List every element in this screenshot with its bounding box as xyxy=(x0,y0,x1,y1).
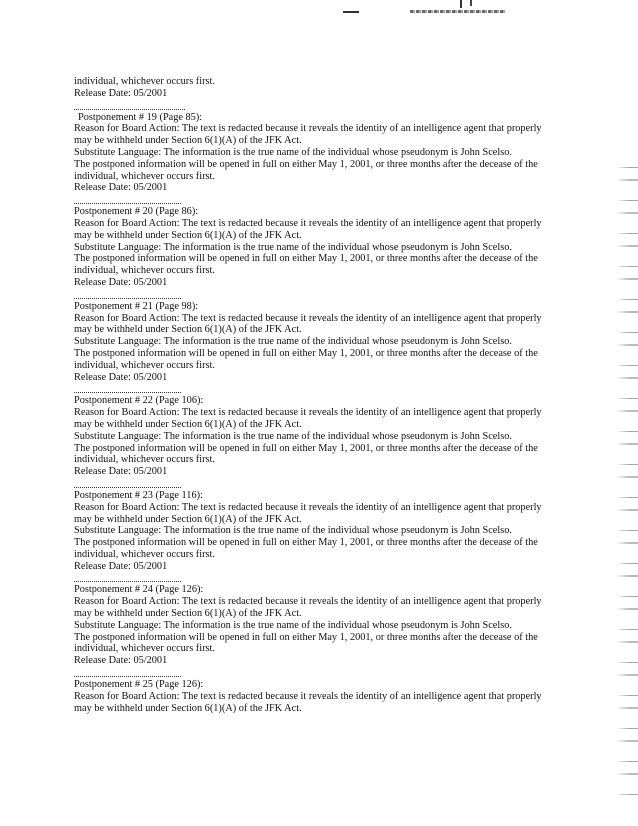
postponement-block xyxy=(74,109,564,195)
opened-line: individual, whichever occurs first. xyxy=(74,359,215,371)
opened-line: individual, whichever occurs first. xyxy=(74,265,215,277)
opened-line: individual, whichever occurs first. xyxy=(74,643,215,655)
substitute-language: Substitute Language: The information is the true name of the individual whose pseudonym is John Scelso. xyxy=(74,241,512,253)
divider-rule xyxy=(74,109,185,110)
release-date: Release Date: 05/2001 xyxy=(74,87,168,99)
postponement-block xyxy=(74,392,564,478)
divider-rule xyxy=(74,487,181,488)
reason-line: may be withheld under Section 6(1)(A) of the JFK Act. xyxy=(74,513,302,525)
scan-mark xyxy=(410,10,505,13)
substitute-language: Substitute Language: The information is the true name of the individual whose pseudonym is John Scelso. xyxy=(74,619,512,631)
substitute-language: Substitute Language: The information is the true name of the individual whose pseudonym is John Scelso. xyxy=(74,336,512,348)
divider-rule xyxy=(74,298,181,299)
reason-line: may be withheld under Section 6(1)(A) of the JFK Act. xyxy=(74,418,302,430)
scan-mark xyxy=(343,11,359,13)
reason-line: Reason for Board Action: The text is redacted because it reveals the identity of an intelligence agent that properly xyxy=(74,123,542,135)
opened-line: The postponed information will be opened in full on either May 1, 2001, or three months after the decease of the xyxy=(74,442,538,454)
divider-rule xyxy=(74,676,181,677)
substitute-language: Substitute Language: The information is the true name of the individual whose pseudonym is John Scelso. xyxy=(74,430,512,442)
postponement-heading: Postponement # 25 (Page 126): xyxy=(74,679,204,691)
postponement-heading: Postponement # 23 (Page 116): xyxy=(74,489,203,501)
release-date: Release Date: 05/2001 xyxy=(74,560,168,572)
reason-line: may be withheld under Section 6(1)(A) of the JFK Act. xyxy=(74,608,302,620)
reason-line: Reason for Board Action: The text is redacted because it reveals the identity of an intelligence agent that properly xyxy=(74,501,542,513)
reason-line: may be withheld under Section 6(1)(A) of the JFK Act. xyxy=(74,702,302,714)
divider-rule xyxy=(74,581,181,582)
opened-line: The postponed information will be opened in full on either May 1, 2001, or three months after the decease of the xyxy=(74,253,538,265)
reason-line: Reason for Board Action: The text is redacted because it reveals the identity of an intelligence agent that properly xyxy=(74,690,542,702)
release-date: Release Date: 05/2001 xyxy=(74,182,168,194)
release-date: Release Date: 05/2001 xyxy=(74,371,168,383)
release-date: Release Date: 05/2001 xyxy=(74,466,168,478)
postponement-heading: Postponement # 22 (Page 106): xyxy=(74,395,204,407)
opened-line: The postponed information will be opened in full on either May 1, 2001, or three months after the decease of the xyxy=(74,631,538,643)
reason-line: Reason for Board Action: The text is redacted because it reveals the identity of an intelligence agent that properly xyxy=(74,217,542,229)
intro-block xyxy=(74,76,564,100)
opened-line: individual, whichever occurs first. xyxy=(74,548,215,560)
opened-line: The postponed information will be opened in full on either May 1, 2001, or three months after the decease of the xyxy=(74,347,538,359)
postponement-block xyxy=(74,298,564,384)
document-body xyxy=(74,76,564,714)
divider-rule xyxy=(74,392,181,393)
reason-line: Reason for Board Action: The text is redacted because it reveals the identity of an intelligence agent that properly xyxy=(74,596,542,608)
substitute-language: Substitute Language: The information is the true name of the individual whose pseudonym is John Scelso. xyxy=(74,525,512,537)
reason-line: may be withheld under Section 6(1)(A) of the JFK Act. xyxy=(74,229,302,241)
postponement-heading: Postponement # 24 (Page 126): xyxy=(74,584,204,596)
opened-line: individual, whichever occurs first. xyxy=(74,454,215,466)
reason-line: Reason for Board Action: The text is redacted because it reveals the identity of an intelligence agent that properly xyxy=(74,312,542,324)
opened-line: individual, whichever occurs first. xyxy=(74,170,215,182)
text-line: individual, whichever occurs first. xyxy=(74,76,215,87)
postponement-heading: Postponement # 20 (Page 86): xyxy=(74,206,199,218)
postponement-heading: Postponement # 19 (Page 85): xyxy=(78,111,203,123)
postponement-block xyxy=(74,203,564,289)
postponement-block xyxy=(74,676,564,714)
postponement-heading: Postponement # 21 (Page 98): xyxy=(74,300,199,312)
postponement-block xyxy=(74,581,564,667)
opened-line: The postponed information will be opened in full on either May 1, 2001, or three months after the decease of the xyxy=(74,537,538,549)
reason-line: may be withheld under Section 6(1)(A) of the JFK Act. xyxy=(74,324,302,336)
postponement-block xyxy=(74,487,564,573)
reason-line: may be withheld under Section 6(1)(A) of the JFK Act. xyxy=(74,135,302,147)
substitute-language: Substitute Language: The information is the true name of the individual whose pseudonym is John Scelso. xyxy=(74,146,512,158)
release-date: Release Date: 05/2001 xyxy=(74,655,168,667)
scan-edge-noise xyxy=(616,160,638,800)
divider-rule xyxy=(74,203,181,204)
release-date: Release Date: 05/2001 xyxy=(74,276,168,288)
reason-line: Reason for Board Action: The text is redacted because it reveals the identity of an intelligence agent that properly xyxy=(74,407,542,419)
scan-mark xyxy=(470,0,472,6)
opened-line: The postponed information will be opened in full on either May 1, 2001, or three months after the decease of the xyxy=(74,158,538,170)
scan-mark xyxy=(460,0,462,8)
